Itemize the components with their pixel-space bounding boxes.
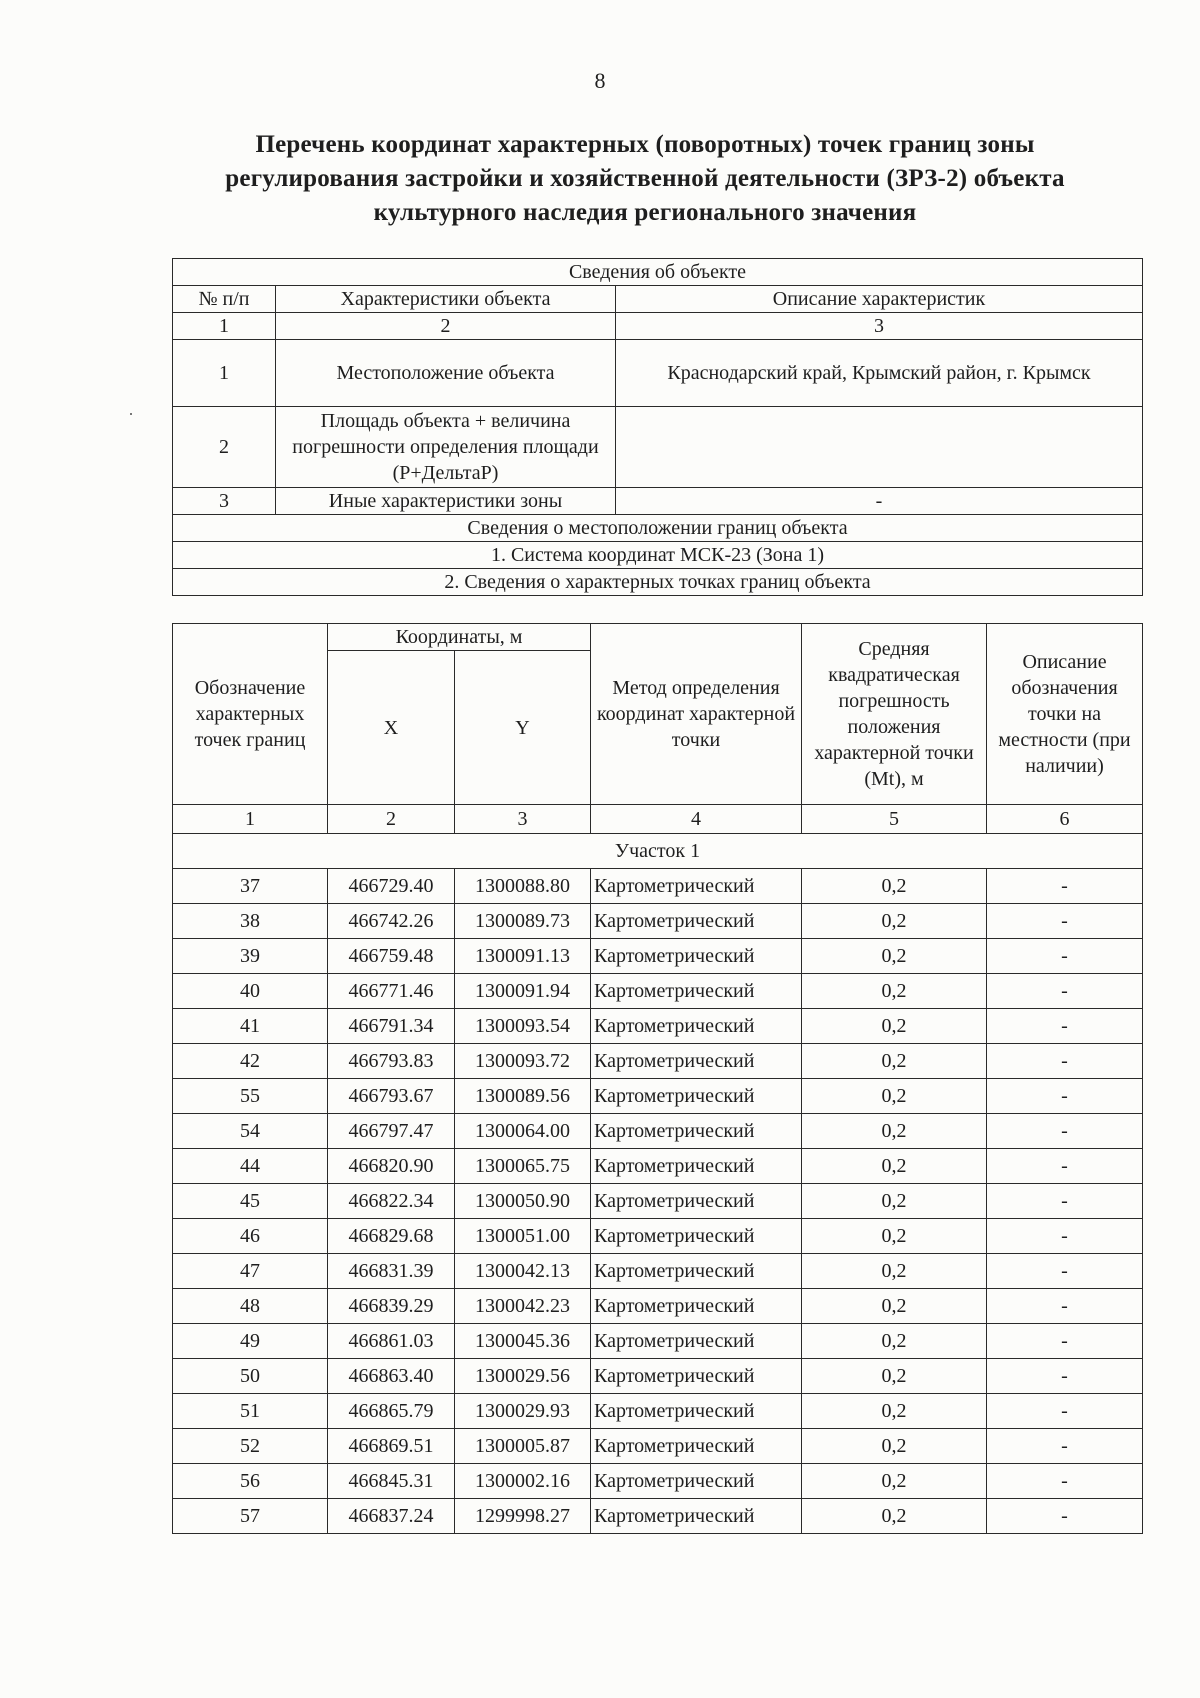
method: Картометрический bbox=[591, 1149, 802, 1184]
object-info-row bbox=[173, 340, 1143, 407]
row-description: Краснодарский край, Крымский район, г. Крымск bbox=[616, 340, 1143, 407]
coord-y: 1299998.27 bbox=[455, 1499, 591, 1534]
coord-y: 1300050.90 bbox=[455, 1184, 591, 1219]
table-row bbox=[173, 1184, 1143, 1219]
note: - bbox=[987, 1289, 1143, 1324]
point-id: 56 bbox=[173, 1464, 328, 1499]
note: - bbox=[987, 1324, 1143, 1359]
error: 0,2 bbox=[802, 1359, 987, 1394]
method: Картометрический bbox=[591, 1079, 802, 1114]
note: - bbox=[987, 1184, 1143, 1219]
coord-system-row bbox=[173, 542, 1143, 569]
error: 0,2 bbox=[802, 1254, 987, 1289]
object-info-table bbox=[172, 258, 1143, 596]
coord-y: 1300064.00 bbox=[455, 1114, 591, 1149]
row-characteristic: Площадь объекта + величина погрешности определения площади (Р+ДельтаР) bbox=[276, 407, 616, 488]
page-number: 8 bbox=[594, 68, 606, 93]
method: Картометрический bbox=[591, 1324, 802, 1359]
coord-y: 1300093.72 bbox=[455, 1044, 591, 1079]
header-x: X bbox=[328, 651, 455, 805]
object-info-title: Сведения об объекте bbox=[173, 259, 1143, 286]
note: - bbox=[987, 1254, 1143, 1289]
method: Картометрический bbox=[591, 1219, 802, 1254]
point-id: 40 bbox=[173, 974, 328, 1009]
coord-x: 466729.40 bbox=[328, 869, 455, 904]
method: Картометрический bbox=[591, 1184, 802, 1219]
table-row bbox=[173, 1219, 1143, 1254]
section-label: Участок 1 bbox=[173, 834, 1143, 869]
row-characteristic: Иные характеристики зоны bbox=[276, 488, 616, 515]
error: 0,2 bbox=[802, 1079, 987, 1114]
coord-y: 1300045.36 bbox=[455, 1324, 591, 1359]
coord-y: 1300029.56 bbox=[455, 1359, 591, 1394]
point-id: 44 bbox=[173, 1149, 328, 1184]
coord-y: 1300065.75 bbox=[455, 1149, 591, 1184]
error: 0,2 bbox=[802, 1499, 987, 1534]
table-row bbox=[173, 1359, 1143, 1394]
note: - bbox=[987, 1044, 1143, 1079]
note: - bbox=[987, 1359, 1143, 1394]
point-id: 38 bbox=[173, 904, 328, 939]
table-row bbox=[173, 1324, 1143, 1359]
note: - bbox=[987, 1429, 1143, 1464]
col-number: 3 bbox=[616, 313, 1143, 340]
coord-x: 466829.68 bbox=[328, 1219, 455, 1254]
header-y: Y bbox=[455, 651, 591, 805]
coord-y: 1300005.87 bbox=[455, 1429, 591, 1464]
note: - bbox=[987, 1394, 1143, 1429]
title-line-1: Перечень координат характерных (поворотных) точек границ зоны bbox=[255, 131, 1035, 158]
method: Картометрический bbox=[591, 1009, 802, 1044]
method: Картометрический bbox=[591, 1359, 802, 1394]
table-row bbox=[173, 1079, 1143, 1114]
point-id: 37 bbox=[173, 869, 328, 904]
table-row bbox=[173, 1289, 1143, 1324]
table-row bbox=[173, 1254, 1143, 1289]
table-row bbox=[173, 974, 1143, 1009]
coord-y: 1300091.13 bbox=[455, 939, 591, 974]
method: Картометрический bbox=[591, 1499, 802, 1534]
header-description: Описание характеристик bbox=[616, 286, 1143, 313]
method: Картометрический bbox=[591, 974, 802, 1009]
col-number: 2 bbox=[276, 313, 616, 340]
coordinates-table bbox=[172, 623, 1143, 1534]
error: 0,2 bbox=[802, 1289, 987, 1324]
col-number: 4 bbox=[591, 805, 802, 834]
section-row bbox=[173, 834, 1143, 869]
col-number: 3 bbox=[455, 805, 591, 834]
error: 0,2 bbox=[802, 1464, 987, 1499]
row-num: 1 bbox=[173, 340, 276, 407]
table-row bbox=[173, 1499, 1143, 1534]
col-number: 5 bbox=[802, 805, 987, 834]
coord-x: 466831.39 bbox=[328, 1254, 455, 1289]
error: 0,2 bbox=[802, 1114, 987, 1149]
point-id: 57 bbox=[173, 1499, 328, 1534]
error: 0,2 bbox=[802, 939, 987, 974]
coord-y: 1300042.13 bbox=[455, 1254, 591, 1289]
note: - bbox=[987, 869, 1143, 904]
method: Картометрический bbox=[591, 1464, 802, 1499]
header-error: Средняя квадратическая погрешность положения характерной точки (Mt), м bbox=[802, 624, 987, 805]
table-row bbox=[173, 1464, 1143, 1499]
method: Картометрический bbox=[591, 1289, 802, 1324]
coord-x: 466797.47 bbox=[328, 1114, 455, 1149]
note: - bbox=[987, 1499, 1143, 1534]
object-info-row bbox=[173, 488, 1143, 515]
method: Картометрический bbox=[591, 904, 802, 939]
note: - bbox=[987, 974, 1143, 1009]
row-num: 2 bbox=[173, 407, 276, 488]
table-row bbox=[173, 904, 1143, 939]
note: - bbox=[987, 1009, 1143, 1044]
coord-header-row bbox=[173, 624, 1143, 651]
title-line-3: культурного наследия регионального значения bbox=[373, 199, 917, 226]
table-row bbox=[173, 939, 1143, 974]
coord-colnum-row bbox=[173, 805, 1143, 834]
header-characteristic: Характеристики объекта bbox=[276, 286, 616, 313]
method: Картометрический bbox=[591, 1044, 802, 1079]
note: - bbox=[987, 1219, 1143, 1254]
point-id: 51 bbox=[173, 1394, 328, 1429]
coord-y: 1300091.94 bbox=[455, 974, 591, 1009]
method: Картометрический bbox=[591, 1254, 802, 1289]
table-row bbox=[173, 869, 1143, 904]
error: 0,2 bbox=[802, 974, 987, 1009]
coord-x: 466863.40 bbox=[328, 1359, 455, 1394]
coord-y: 1300042.23 bbox=[455, 1289, 591, 1324]
error: 0,2 bbox=[802, 1394, 987, 1429]
point-id: 46 bbox=[173, 1219, 328, 1254]
table-row bbox=[173, 1009, 1143, 1044]
points-title-row bbox=[173, 569, 1143, 596]
method: Картометрический bbox=[591, 939, 802, 974]
coord-x: 466793.83 bbox=[328, 1044, 455, 1079]
object-info-row bbox=[173, 407, 1143, 488]
method: Картометрический bbox=[591, 1114, 802, 1149]
coord-y: 1300029.93 bbox=[455, 1394, 591, 1429]
boundaries-title-row bbox=[173, 515, 1143, 542]
error: 0,2 bbox=[802, 869, 987, 904]
coord-x: 466771.46 bbox=[328, 974, 455, 1009]
coord-x: 466865.79 bbox=[328, 1394, 455, 1429]
table-row bbox=[173, 1114, 1143, 1149]
point-id: 39 bbox=[173, 939, 328, 974]
coord-x: 466742.26 bbox=[328, 904, 455, 939]
object-info-title-row bbox=[173, 259, 1143, 286]
object-info-colnum-row bbox=[173, 313, 1143, 340]
object-info-header-row bbox=[173, 286, 1143, 313]
title-line-2: регулирования застройки и хозяйственной деятельности (ЗРЗ-2) объекта bbox=[225, 165, 1065, 192]
coord-x: 466839.29 bbox=[328, 1289, 455, 1324]
point-id: 55 bbox=[173, 1079, 328, 1114]
header-note: Описание обозначения точки на местности (при наличии) bbox=[987, 624, 1143, 805]
col-number: 6 bbox=[987, 805, 1143, 834]
error: 0,2 bbox=[802, 1429, 987, 1464]
col-number: 1 bbox=[173, 805, 328, 834]
coord-rows bbox=[173, 869, 1143, 1534]
row-description: - bbox=[616, 488, 1143, 515]
coord-x: 466820.90 bbox=[328, 1149, 455, 1184]
header-num: № п/п bbox=[173, 286, 276, 313]
coord-x: 466861.03 bbox=[328, 1324, 455, 1359]
coord-y: 1300088.80 bbox=[455, 869, 591, 904]
coord-x: 466793.67 bbox=[328, 1079, 455, 1114]
point-id: 48 bbox=[173, 1289, 328, 1324]
points-title: 2. Сведения о характерных точках границ объекта bbox=[173, 569, 1143, 596]
table-row bbox=[173, 1044, 1143, 1079]
method: Картометрический bbox=[591, 1394, 802, 1429]
coord-x: 466869.51 bbox=[328, 1429, 455, 1464]
error: 0,2 bbox=[802, 1219, 987, 1254]
note: - bbox=[987, 939, 1143, 974]
note: - bbox=[987, 1464, 1143, 1499]
note: - bbox=[987, 1149, 1143, 1184]
coord-x: 466837.24 bbox=[328, 1499, 455, 1534]
coord-y: 1300089.73 bbox=[455, 904, 591, 939]
coord-x: 466791.34 bbox=[328, 1009, 455, 1044]
error: 0,2 bbox=[802, 1184, 987, 1219]
error: 0,2 bbox=[802, 1009, 987, 1044]
col-number: 2 bbox=[328, 805, 455, 834]
coord-y: 1300051.00 bbox=[455, 1219, 591, 1254]
note: - bbox=[987, 1079, 1143, 1114]
header-designation: Обозначение характерных точек границ bbox=[173, 624, 328, 805]
table-row bbox=[173, 1429, 1143, 1464]
coord-x: 466845.31 bbox=[328, 1464, 455, 1499]
table-row bbox=[173, 1394, 1143, 1429]
error: 0,2 bbox=[802, 904, 987, 939]
header-method: Метод определения координат характерной точки bbox=[591, 624, 802, 805]
point-id: 52 bbox=[173, 1429, 328, 1464]
point-id: 49 bbox=[173, 1324, 328, 1359]
method: Картометрический bbox=[591, 869, 802, 904]
method: Картометрический bbox=[591, 1429, 802, 1464]
point-id: 45 bbox=[173, 1184, 328, 1219]
coord-x: 466759.48 bbox=[328, 939, 455, 974]
error: 0,2 bbox=[802, 1324, 987, 1359]
row-num: 3 bbox=[173, 488, 276, 515]
coord-x: 466822.34 bbox=[328, 1184, 455, 1219]
point-id: 54 bbox=[173, 1114, 328, 1149]
coord-system: 1. Система координат МСК-23 (Зона 1) bbox=[173, 542, 1143, 569]
scan-artifact bbox=[130, 413, 132, 415]
row-characteristic: Местоположение объекта bbox=[276, 340, 616, 407]
coord-y: 1300089.56 bbox=[455, 1079, 591, 1114]
point-id: 42 bbox=[173, 1044, 328, 1079]
coord-y: 1300093.54 bbox=[455, 1009, 591, 1044]
point-id: 47 bbox=[173, 1254, 328, 1289]
page-title bbox=[150, 128, 1140, 230]
note: - bbox=[987, 904, 1143, 939]
error: 0,2 bbox=[802, 1149, 987, 1184]
boundaries-title: Сведения о местоположении границ объекта bbox=[173, 515, 1143, 542]
table-row bbox=[173, 1149, 1143, 1184]
point-id: 50 bbox=[173, 1359, 328, 1394]
error: 0,2 bbox=[802, 1044, 987, 1079]
header-coordinates: Координаты, м bbox=[328, 624, 591, 651]
coord-y: 1300002.16 bbox=[455, 1464, 591, 1499]
col-number: 1 bbox=[173, 313, 276, 340]
row-description bbox=[616, 407, 1143, 488]
point-id: 41 bbox=[173, 1009, 328, 1044]
note: - bbox=[987, 1114, 1143, 1149]
